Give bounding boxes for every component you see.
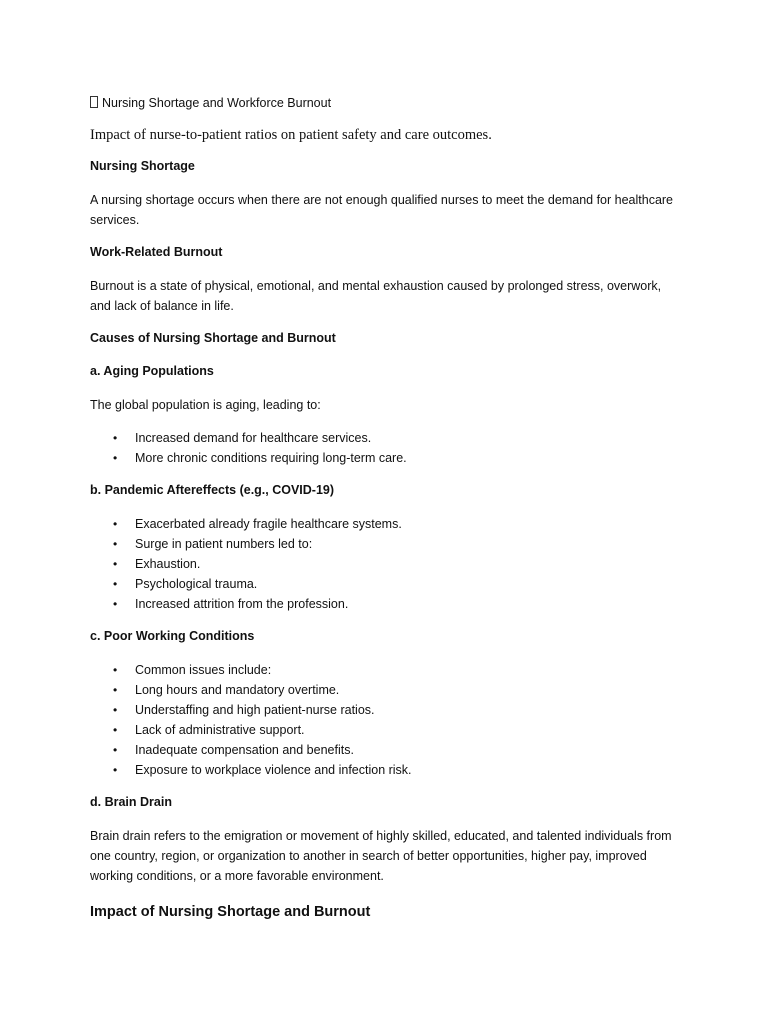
section-heading-nursing-shortage: Nursing Shortage xyxy=(90,159,195,173)
list-item: • Surge in patient numbers led to: xyxy=(90,534,680,554)
list-item: • Psychological trauma. xyxy=(90,574,680,594)
section-heading-burnout: Work-Related Burnout xyxy=(90,245,223,259)
section-heading-brain-drain: d. Brain Drain xyxy=(90,795,172,809)
document-title: Nursing Shortage and Workforce Burnout xyxy=(102,96,332,110)
section-heading-causes: Causes of Nursing Shortage and Burnout xyxy=(90,331,336,345)
document-page xyxy=(90,94,680,922)
list-item: • Understaffing and high patient-nurse ratios. xyxy=(90,700,680,720)
document-title-line xyxy=(90,94,680,112)
list-item: • Inadequate compensation and benefits. xyxy=(90,740,680,760)
bullet-icon: • xyxy=(113,451,118,465)
section-paragraph-aging: The global population is aging, leading to: xyxy=(90,398,321,412)
bullet-icon: • xyxy=(113,557,118,571)
section-paragraph-nursing-shortage: A nursing shortage occurs when there are not enough qualified nurses to meet the demand for healthcare services. xyxy=(90,193,674,227)
bullet-icon: • xyxy=(113,577,118,591)
missing-glyph-icon xyxy=(90,96,98,108)
list-item: • More chronic conditions requiring long-term care. xyxy=(90,448,680,468)
bullet-icon: • xyxy=(113,517,118,531)
section-heading-aging: a. Aging Populations xyxy=(90,364,214,378)
list-item: • Exhaustion. xyxy=(90,554,680,574)
section-paragraph-burnout: Burnout is a state of physical, emotional, and mental exhaustion caused by prolonged stress, overwork, and lack of balance in life. xyxy=(90,279,662,313)
bullet-list-pandemic xyxy=(90,514,680,614)
list-item: • Increased demand for healthcare services. xyxy=(90,428,680,448)
bullet-icon: • xyxy=(113,763,118,777)
list-item: • Lack of administrative support. xyxy=(90,720,680,740)
bullet-icon: • xyxy=(113,703,118,717)
list-item: • Long hours and mandatory overtime. xyxy=(90,680,680,700)
section-heading-pandemic: b. Pandemic Aftereffects (e.g., COVID-19) xyxy=(90,483,335,497)
bullet-icon: • xyxy=(113,683,118,697)
bullet-list-working-conditions xyxy=(90,660,680,780)
bullet-icon: • xyxy=(113,597,118,611)
bullet-icon: • xyxy=(113,743,118,757)
bullet-list-aging xyxy=(90,428,680,468)
list-item: • Increased attrition from the profession. xyxy=(90,594,680,614)
list-item: • Exposure to workplace violence and infection risk. xyxy=(90,760,680,780)
list-item: • Exacerbated already fragile healthcare systems. xyxy=(90,514,680,534)
bullet-icon: • xyxy=(113,537,118,551)
section-paragraph-brain-drain: Brain drain refers to the emigration or movement of highly skilled, educated, and talented individuals from one country, region, or organization to another in search of better opportunities, higher pay, improved working conditions, or a more favorable environment. xyxy=(90,829,672,883)
impact-heading: Impact of Nursing Shortage and Burnout xyxy=(90,904,371,920)
bullet-icon: • xyxy=(113,723,118,737)
document-subtitle: Impact of nurse-to-patient ratios on patient safety and care outcomes. xyxy=(90,127,492,143)
bullet-icon: • xyxy=(113,431,118,445)
section-heading-working-conditions: c. Poor Working Conditions xyxy=(90,629,255,643)
bullet-icon: • xyxy=(113,663,118,677)
list-item: • Common issues include: xyxy=(90,660,680,680)
